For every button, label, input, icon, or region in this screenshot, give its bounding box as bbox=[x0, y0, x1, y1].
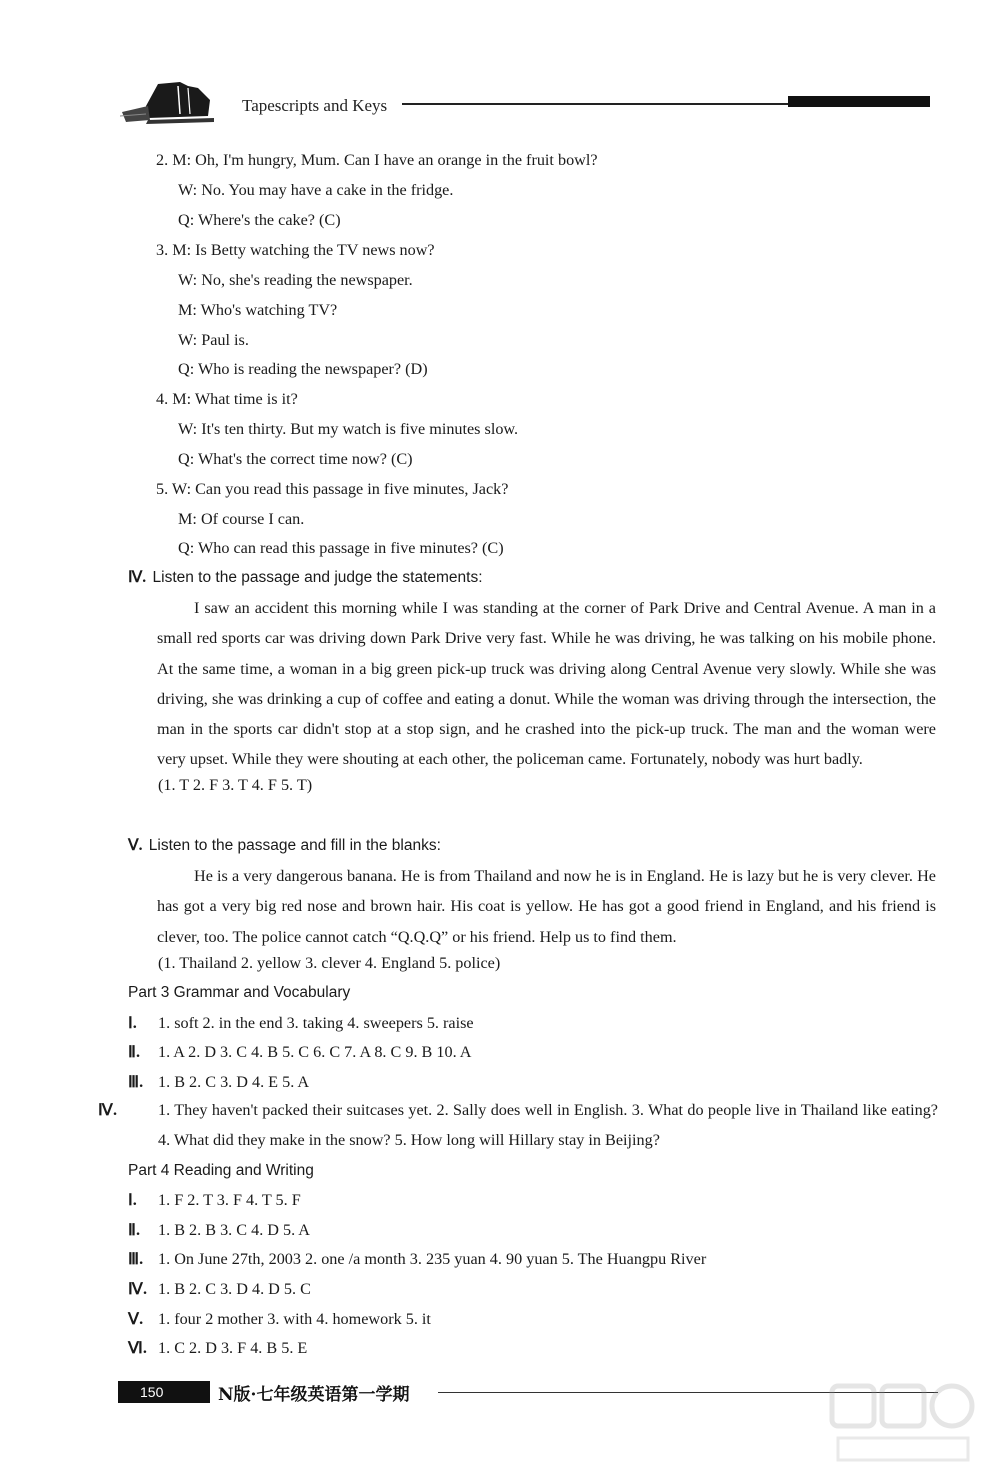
page-header bbox=[0, 0, 1000, 140]
answer-row bbox=[128, 1013, 474, 1033]
section-numeral: Ⅳ. bbox=[98, 1101, 117, 1119]
answer-text: 1. B 2. C 3. D 4. E 5. A bbox=[158, 1073, 310, 1091]
dialogue-line: Q: What's the correct time now? (C) bbox=[178, 450, 413, 468]
watermark-logo-icon bbox=[828, 1378, 978, 1468]
answer-text: 1. F 2. T 3. F 4. T 5. F bbox=[158, 1191, 301, 1209]
dialogue-line: W: No, she's reading the newspaper. bbox=[178, 271, 413, 289]
answer-text: 1. soft 2. in the end 3. taking 4. sweepers 5. raise bbox=[158, 1014, 474, 1032]
answer-row bbox=[128, 1249, 706, 1269]
dialogue-line: Q: Who is reading the newspaper? (D) bbox=[178, 360, 428, 378]
section-numeral: Ⅱ. bbox=[128, 1221, 141, 1239]
book-title: N版·七年级英语第一学期 bbox=[218, 1385, 410, 1405]
section-numeral: Ⅰ. bbox=[128, 1014, 137, 1032]
header-rule bbox=[402, 103, 790, 105]
section-heading-text: Listen to the passage and fill in the blanks: bbox=[148, 837, 441, 854]
answer-text: 1. B 2. B 3. C 4. D 5. A bbox=[158, 1221, 311, 1239]
header-rule-bold bbox=[788, 96, 930, 107]
section-numeral: Ⅲ. bbox=[128, 1250, 144, 1268]
dialogue-line: 3. M: Is Betty watching the TV news now? bbox=[156, 241, 435, 259]
passage-iv bbox=[157, 593, 936, 775]
section-heading-text: Listen to the passage and judge the statements: bbox=[152, 569, 483, 586]
answer-row bbox=[128, 1279, 311, 1299]
answer-text: 1. C 2. D 3. F 4. B 5. E bbox=[158, 1339, 308, 1357]
dialogue-line: 5. W: Can you read this passage in five minutes, Jack? bbox=[156, 480, 509, 498]
answer-row bbox=[128, 1042, 471, 1062]
answer-row bbox=[128, 1072, 309, 1092]
answer-text: 1. B 2. C 3. D 4. D 5. C bbox=[158, 1280, 311, 1298]
answer-text: 1. four 2 mother 3. with 4. homework 5. it bbox=[158, 1310, 431, 1328]
dialogue-line: 4. M: What time is it? bbox=[156, 390, 298, 408]
passage-v bbox=[157, 861, 936, 952]
answers-v: (1. Thailand 2. yellow 3. clever 4. England 5. police) bbox=[158, 954, 501, 972]
section-numeral: Ⅱ. bbox=[128, 1043, 141, 1061]
section-iv-heading bbox=[128, 568, 483, 588]
dialogue-line: W: No. You may have a cake in the fridge. bbox=[178, 181, 454, 199]
answer-row bbox=[128, 1190, 301, 1210]
section-numeral: Ⅲ. bbox=[128, 1073, 144, 1091]
header-title: Tapescripts and Keys bbox=[242, 96, 388, 115]
page-number: 150 bbox=[118, 1381, 210, 1403]
answer-text: 1. They haven't packed their suitcases yet. 2. Sally does well in English. 3. What do people live in Thailand like eating? 4. What did they make in the snow? 5. How long will Hillary stay in Beijing? bbox=[158, 1101, 938, 1149]
section-numeral: Ⅴ. bbox=[128, 837, 143, 854]
dialogue-line: M: Of course I can. bbox=[178, 510, 305, 528]
dialogue-line: W: It's ten thirty. But my watch is five minutes slow. bbox=[178, 420, 519, 438]
section-numeral: Ⅳ. bbox=[128, 569, 147, 586]
section-v-heading bbox=[128, 836, 441, 856]
answers-iv: (1. T 2. F 3. T 4. F 5. T) bbox=[158, 776, 313, 794]
dialogue-line: 2. M: Oh, I'm hungry, Mum. Can I have an orange in the fruit bowl? bbox=[156, 151, 598, 169]
section-numeral: Ⅵ. bbox=[128, 1339, 147, 1357]
answer-text: 1. On June 27th, 2003 2. one /a month 3. 235 yuan 4. 90 yuan 5. The Huangpu River bbox=[158, 1250, 707, 1268]
answer-row bbox=[128, 1338, 307, 1358]
section-numeral: Ⅳ. bbox=[128, 1280, 147, 1298]
section-numeral: Ⅰ. bbox=[128, 1191, 137, 1209]
part4-heading: Part 4 Reading and Writing bbox=[128, 1162, 314, 1179]
dialogue-line: Q: Who can read this passage in five minutes? (C) bbox=[178, 539, 504, 557]
answer-row bbox=[128, 1309, 431, 1329]
books-logo-icon bbox=[118, 76, 218, 126]
dialogue-line: M: Who's watching TV? bbox=[178, 301, 338, 319]
passage-text: I saw an accident this morning while I was standing at the corner of Park Drive and Central Avenue. A man in a small red sports car was driving down Park Drive very fast. While he was driving, he was talking on his mobile phone. At the same time, a woman in a big green pick-up truck was driving along Central Avenue very slowly. While she was driving, she was drinking a cup of coffee and eating a donut. While the woman was driving through the intersection, the man in the sports car didn't stop at a stop sign, and he crashed into the pick-up truck. The man and the woman were very upset. While they were shouting at each other, the policeman came. Fortunately, nobody was hurt badly. bbox=[157, 599, 936, 769]
answer-text: 1. A 2. D 3. C 4. B 5. C 6. C 7. A 8. C 9. B 10. A bbox=[158, 1043, 472, 1061]
passage-text: He is a very dangerous banana. He is from Thailand and now he is in England. He is lazy but he is very clever. He has got a very big red nose and brown hair. His coat is yellow. He has got a good friend in England, and his friend is clever, too. The police cannot catch “Q.Q.Q” or his friend. Help us to find them. bbox=[157, 867, 936, 946]
answer-row bbox=[128, 1220, 310, 1240]
section-numeral: Ⅴ. bbox=[128, 1310, 144, 1328]
part3-heading: Part 3 Grammar and Vocabulary bbox=[128, 984, 351, 1001]
dialogue-line: Q: Where's the cake? (C) bbox=[178, 211, 341, 229]
dialogue-line: W: Paul is. bbox=[178, 331, 249, 349]
part3-row-iv bbox=[98, 1095, 938, 1155]
